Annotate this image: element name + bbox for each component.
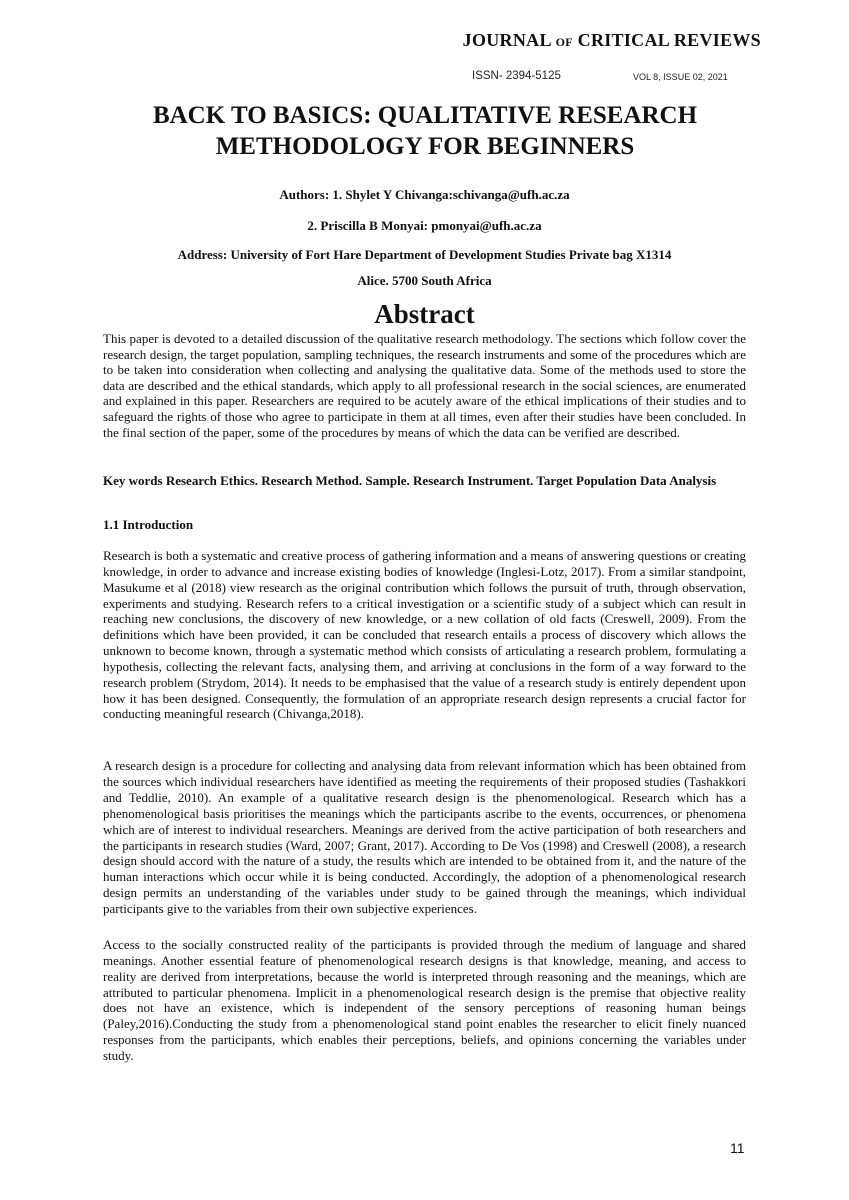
journal-name-part2: OF — [555, 35, 573, 49]
paper-title — [100, 100, 750, 162]
section-heading-introduction: 1.1 Introduction — [103, 517, 194, 532]
page-number: 11 — [730, 1140, 745, 1156]
abstract-heading: Abstract — [374, 299, 475, 329]
intro-paragraph-3: Access to the socially constructed reality of the participants is provided through the medium of language and shared meanings. Another essential feature of phenomenological research designs is that knowledge, meaning, and access to reality are derived from interpretations, because the world is interpreted through reasoning and the meanings, which are attributed to particular phenomena. Implicit in a phenomenological research design is the premise that objective reality does not have an existence, which is independent of the sensory perceptions of reasoning human beings (Paley,2016).Conducting the study from a phenomenological stand point enables the researcher to elicit finely nuanced responses from the participants, which enables their perceptions, beliefs, and opinions concerning the variables under study. — [103, 937, 746, 1063]
keywords: Key words Research Ethics. Research Method. Sample. Research Instrument. Target Population Data Analysis — [103, 473, 717, 488]
journal-name — [463, 30, 761, 51]
authors-line-1: Authors: 1. Shylet Y Chivanga:schivanga@ufh.ac.za — [279, 187, 570, 202]
volume-issue: VOL 8, ISSUE 02, 2021 — [633, 72, 728, 82]
journal-name-part1: JOURNAL — [462, 30, 556, 50]
journal-name-part3: CRITICAL REVIEWS — [572, 30, 761, 50]
title-line-2: METHODOLOGY FOR BEGINNERS — [215, 133, 635, 160]
issn: ISSN- 2394-5125 — [472, 70, 561, 82]
address-line-2: Alice. 5700 South Africa — [357, 273, 492, 288]
intro-paragraph-1: Research is both a systematic and creative process of gathering information and a means of answering questions or creating knowledge, in order to advance and increase existing bodies of knowledge (Inglesi-Lotz, 2017). From a similar standpoint, Masukume et al (2018) view research as the original contribution which follows the pursuit of truth, through observation, experiments and studying. Research refers to a critical investigation or a scientific study of a subject which can result in reaching new conclusions, the discovery of new knowledge, or a new collation of old facts (Creswell, 2009). From the definitions which have been provided, it can be concluded that research entails a process of discovery which allows the unknown to become known, through a systematic method which consists of articulating a research problem, formulating a hypothesis, collecting the relevant facts, analysing them, and arriving at conclusions in the form of a way forward to the research problem (Strydom, 2014). It needs to be emphasised that the value of a research study is entirely dependent upon how it has been designed. Consequently, the formulation of an appropriate research design represents a crucial factor for conducting meaningful research (Chivanga,2018). — [103, 548, 746, 722]
intro-paragraph-2: A research design is a procedure for collecting and analysing data from relevant information which has been obtained from the sources which individual researchers have identified as meeting the requirements of their proposed studies (Tashakkori and Teddlie, 2010). An example of a qualitative research design is the phenomenological. Research which has a phenomenological basis prioritises the meanings which the participants ascribe to the events, occurrences, or phenomena which are of interest to individual researchers. Meanings are derived from the active participation of both researchers and the participants in research studies (Ward, 2007; Grant, 2017). According to De Vos (1998) and Creswell (2008), a research design should accord with the nature of a study, the results which are intended to be obtained from it, and the nature of the human interactions which occur while it is being conducted. Accordingly, the adoption of a phenomenological research design permits an understanding of the variables under study to be gained through the meanings, which individual participants give to the variables from their own subjective experiences. — [103, 758, 746, 917]
title-line-1: BACK TO BASICS: QUALITATIVE RESEARCH — [152, 102, 698, 129]
address-line-1: Address: University of Fort Hare Department of Development Studies Private bag X1314 — [177, 247, 672, 262]
authors-line-2: 2. Priscilla B Monyai: pmonyai@ufh.ac.za — [307, 218, 542, 233]
abstract-text: This paper is devoted to a detailed discussion of the qualitative research methodology. The sections which follow cover the research design, the target population, sampling techniques, the research instruments and some of the procedures which are to be taken into consideration when collecting and analysing the qualitative data. Some of the methods used to store the data are described and the ethical standards, which apply to all professional research in the social sciences, are enumerated and explained in this paper. Researchers are required to be acutely aware of the ethical implications of their studies and to safeguard the rights of those who agree to participate in them at all times, even after their studies have been concluded. In the final section of the paper, some of the procedures by means of which the data can be verified are described. — [103, 331, 746, 440]
